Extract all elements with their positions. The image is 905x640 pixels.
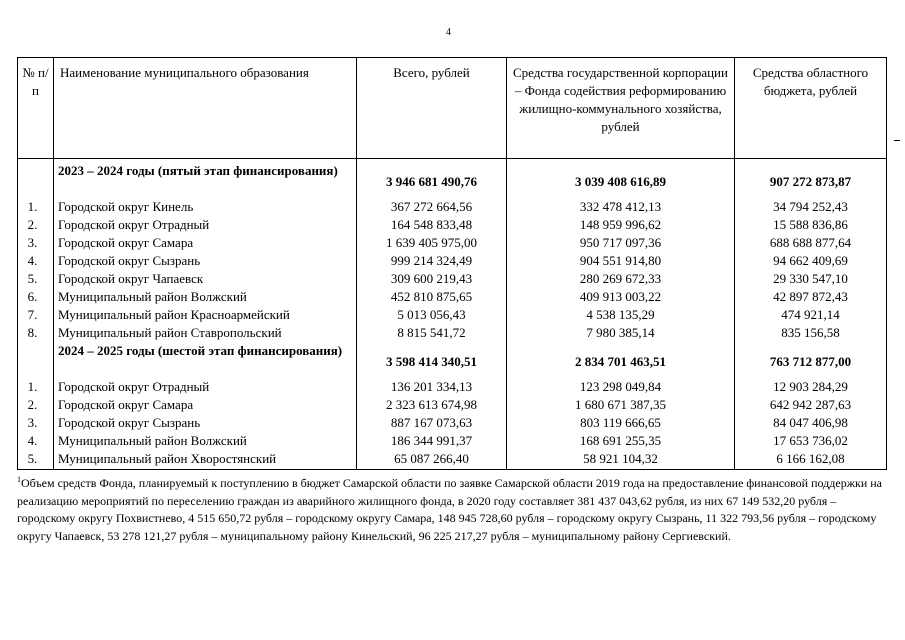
header-name: Наименование муниципального образования xyxy=(54,58,357,159)
row-total: 186 344 991,37 xyxy=(357,433,507,451)
row-name: Муниципальный район Хворостянский xyxy=(54,451,357,470)
row-name: Городской округ Отрадный xyxy=(54,217,357,235)
row-name: Городской округ Сызрань xyxy=(54,253,357,271)
row-no: 8. xyxy=(18,325,54,343)
row-total: 367 272 664,56 xyxy=(357,199,507,217)
row-name: Муниципальный район Ставропольский xyxy=(54,325,357,343)
row-no: 6. xyxy=(18,289,54,307)
row-no: 5. xyxy=(18,451,54,470)
row-no: 3. xyxy=(18,235,54,253)
footnote-text: Объем средств Фонда, планируемый к поступлению в бюджет Самарской области по заявке Самарской области 2019 года на предоставление финансовой поддержки на реализацию мероприятий по переселению граждан из аварийного жилищного фонда, в 2020 году составляет 381 437 043,62 рубля, из них 67 149 532,20 рубля – городскому округу Похвистнево, 4 515 650,72 рубля – городскому округу Самара, 148 945 728,60 рубля – городскому округу Сызрань, 11 322 793,56 рубля – городскому округу Чапаевск, 53 278 121,27 рубля – муниципальному району Кинельский, 96 225 217,27 рубля – муниципальному району Сергиевский. xyxy=(17,476,882,543)
row-total: 8 815 541,72 xyxy=(357,325,507,343)
section-total: 3 946 681 490,76 xyxy=(357,159,507,200)
row-total: 2 323 613 674,98 xyxy=(357,397,507,415)
row-fund: 7 980 385,14 xyxy=(507,325,735,343)
section-row xyxy=(18,159,887,200)
table-header-row xyxy=(18,58,887,159)
header-total: Всего, рублей xyxy=(357,58,507,159)
row-fund: 280 269 672,33 xyxy=(507,271,735,289)
row-regional: 42 897 872,43 xyxy=(735,289,887,307)
row-fund: 123 298 049,84 xyxy=(507,379,735,397)
row-name: Муниципальный район Волжский xyxy=(54,433,357,451)
header-no: № п/п xyxy=(18,58,54,159)
row-name: Городской округ Самара xyxy=(54,397,357,415)
row-regional: 17 653 736,02 xyxy=(735,433,887,451)
section-title: 2024 – 2025 годы (шестой этап финансирования) xyxy=(54,343,357,379)
row-no: 4. xyxy=(18,433,54,451)
row-fund: 1 680 671 387,35 xyxy=(507,397,735,415)
row-fund: 803 119 666,65 xyxy=(507,415,735,433)
footnote xyxy=(17,475,889,545)
row-no: 2. xyxy=(18,397,54,415)
row-fund: 904 551 914,80 xyxy=(507,253,735,271)
row-fund: 58 921 104,32 xyxy=(507,451,735,470)
section-no xyxy=(18,343,54,379)
section-title: 2023 – 2024 годы (пятый этап финансирования) xyxy=(54,159,357,200)
table-row xyxy=(18,199,887,217)
row-fund: 168 691 255,35 xyxy=(507,433,735,451)
row-name: Городской округ Отрадный xyxy=(54,379,357,397)
table-row xyxy=(18,271,887,289)
table-row xyxy=(18,415,887,433)
row-no: 1. xyxy=(18,379,54,397)
row-fund: 409 913 003,22 xyxy=(507,289,735,307)
row-total: 164 548 833,48 xyxy=(357,217,507,235)
row-no: 4. xyxy=(18,253,54,271)
row-total: 887 167 073,63 xyxy=(357,415,507,433)
row-name: Городской округ Сызрань xyxy=(54,415,357,433)
row-fund: 148 959 996,62 xyxy=(507,217,735,235)
row-total: 309 600 219,43 xyxy=(357,271,507,289)
row-total: 5 013 056,43 xyxy=(357,307,507,325)
section-total: 3 598 414 340,51 xyxy=(357,343,507,379)
row-no: 2. xyxy=(18,217,54,235)
row-fund: 950 717 097,36 xyxy=(507,235,735,253)
row-no: 1. xyxy=(18,199,54,217)
table-row xyxy=(18,307,887,325)
row-fund: 4 538 135,29 xyxy=(507,307,735,325)
header-fund: Средства государственной корпорации – Фонда содействия реформированию жилищно-коммунального хозяйства, рублей xyxy=(507,58,735,159)
table-row xyxy=(18,235,887,253)
section-fund: 3 039 408 616,89 xyxy=(507,159,735,200)
section-no xyxy=(18,159,54,200)
row-total: 452 810 875,65 xyxy=(357,289,507,307)
row-total: 999 214 324,49 xyxy=(357,253,507,271)
table-row xyxy=(18,379,887,397)
row-regional: 84 047 406,98 xyxy=(735,415,887,433)
row-regional: 6 166 162,08 xyxy=(735,451,887,470)
header-regional: Средства областного бюджета, рублей xyxy=(735,58,887,159)
row-regional: 835 156,58 xyxy=(735,325,887,343)
row-regional: 688 688 877,64 xyxy=(735,235,887,253)
row-regional: 15 588 836,86 xyxy=(735,217,887,235)
section-fund: 2 834 701 463,51 xyxy=(507,343,735,379)
row-total: 136 201 334,13 xyxy=(357,379,507,397)
row-name: Муниципальный район Волжский xyxy=(54,289,357,307)
table-row xyxy=(18,217,887,235)
footnote-mark: 1 xyxy=(17,475,21,484)
row-regional: 29 330 547,10 xyxy=(735,271,887,289)
table-row xyxy=(18,397,887,415)
row-regional: 94 662 409,69 xyxy=(735,253,887,271)
row-regional: 34 794 252,43 xyxy=(735,199,887,217)
section-regional: 763 712 877,00 xyxy=(735,343,887,379)
row-regional: 474 921,14 xyxy=(735,307,887,325)
table-row xyxy=(18,325,887,343)
row-fund: 332 478 412,13 xyxy=(507,199,735,217)
row-name: Муниципальный район Красноармейский xyxy=(54,307,357,325)
row-total: 1 639 405 975,00 xyxy=(357,235,507,253)
row-name: Городской округ Кинель xyxy=(54,199,357,217)
margin-dash xyxy=(894,140,900,141)
row-name: Городской округ Самара xyxy=(54,235,357,253)
table-row xyxy=(18,289,887,307)
row-no: 7. xyxy=(18,307,54,325)
row-regional: 12 903 284,29 xyxy=(735,379,887,397)
table-row xyxy=(18,433,887,451)
table-body xyxy=(18,159,887,470)
row-name: Городской округ Чапаевск xyxy=(54,271,357,289)
row-no: 3. xyxy=(18,415,54,433)
row-no: 5. xyxy=(18,271,54,289)
table-row xyxy=(18,253,887,271)
row-total: 65 087 266,40 xyxy=(357,451,507,470)
page-number: 4 xyxy=(446,27,451,38)
section-row xyxy=(18,343,887,379)
row-regional: 642 942 287,63 xyxy=(735,397,887,415)
financing-table xyxy=(17,57,887,470)
table-row xyxy=(18,451,887,470)
section-regional: 907 272 873,87 xyxy=(735,159,887,200)
